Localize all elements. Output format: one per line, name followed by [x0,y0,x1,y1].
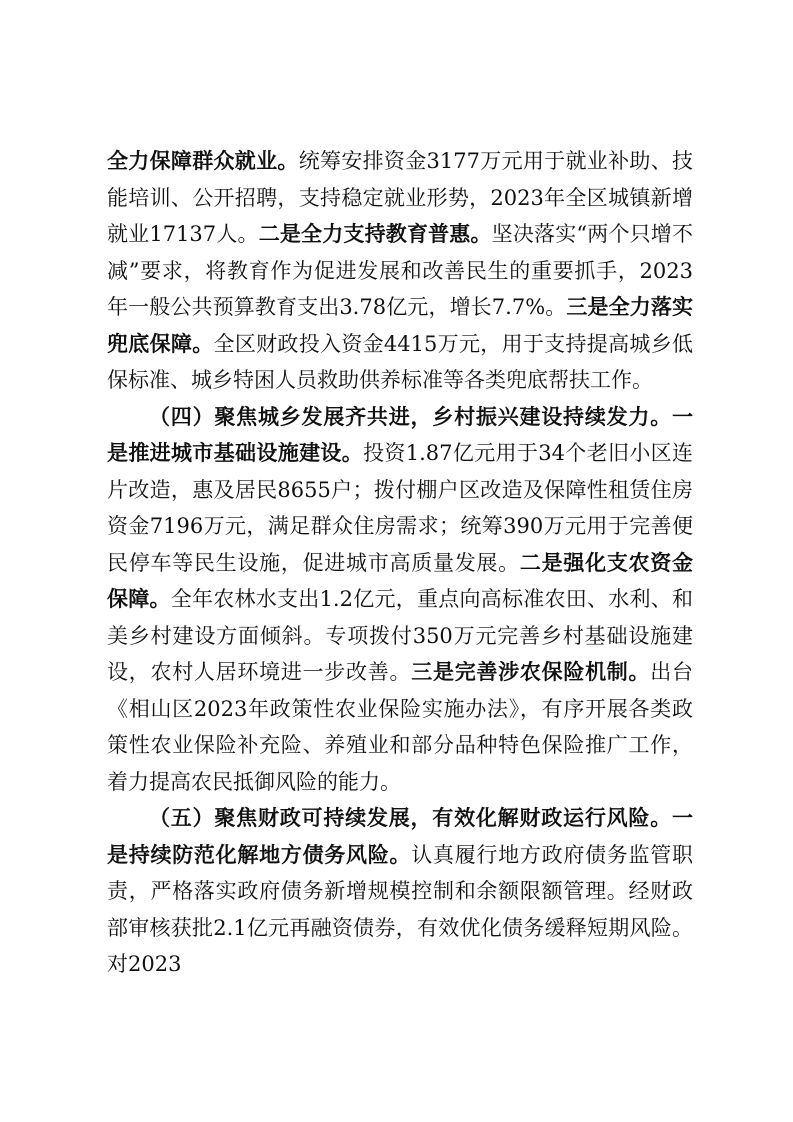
body-text: 认真履行地方政府债务监管职责，严格落实政府债务新增规模控制和余额限额管理。经财政部审核获批2.1亿元再融资债券，有效优化债务缓释短期风险。对2023 [107,842,694,976]
paragraph-section-four [107,399,693,801]
paragraph-employment [107,143,693,399]
body-text: 投资1.87亿元用于34个老旧小区连片改造，惠及居民8655户；拨付棚户区改造及保障性租赁住房资金7196万元，满足群众住房需求；统筹390万元用于完善便民停车等民生设施，促进城市高质量发展。 [107,441,694,575]
body-text: 出台《相山区2023年政策性农业保险实施办法》，有序开展各类政策性农业保险补充险、养殖业和部分品种特色保险推广工作，着力提高农民抵御风险的能力。 [107,660,694,794]
bold-lead: 三是全力落实兜底保障。 [107,294,694,356]
body-text: 全区财政投入资金4415万元，用于支持提高城乡低保标准、城乡特困人员救助供养标准等各类兜底帮扶工作。 [107,331,693,392]
paragraph-section-five [107,800,693,983]
bold-lead: 二是全力支持教育普惠。 [258,221,492,246]
section-heading: （五）聚焦财政可持续发展，有效化解财政运行风险。一是持续防范化解地方债务风险。 [107,805,693,867]
body-text: 坚决落实“两个只增不减”要求，将教育作为促进发展和改善民生的重要抓手，2023年一般公共预算教育支出3.78亿元，增长7.7%。 [107,222,693,319]
body-text: 全年农林水支出1.2亿元，重点向高标准农田、水利、和美乡村建设方面倾斜。专项拨付350万元完善乡村基础设施建设，农村人居环境进一步改善。 [107,587,693,684]
section-heading: （四）聚焦城乡发展齐共进，乡村振兴建设持续发力。一是推进城市基础设施建设。 [107,403,693,465]
document-body [107,143,693,983]
body-text: 统筹安排资金3177万元用于就业补助、技能培训、公开招聘，支持稳定就业形势，2023年全区城镇新增就业17137人。 [107,149,693,246]
bold-lead: 三是完善涉农保险机制。 [411,659,651,684]
bold-lead: 二是强化支农资金保障。 [107,549,694,611]
bold-lead: 全力保障群众就业。 [107,148,299,173]
